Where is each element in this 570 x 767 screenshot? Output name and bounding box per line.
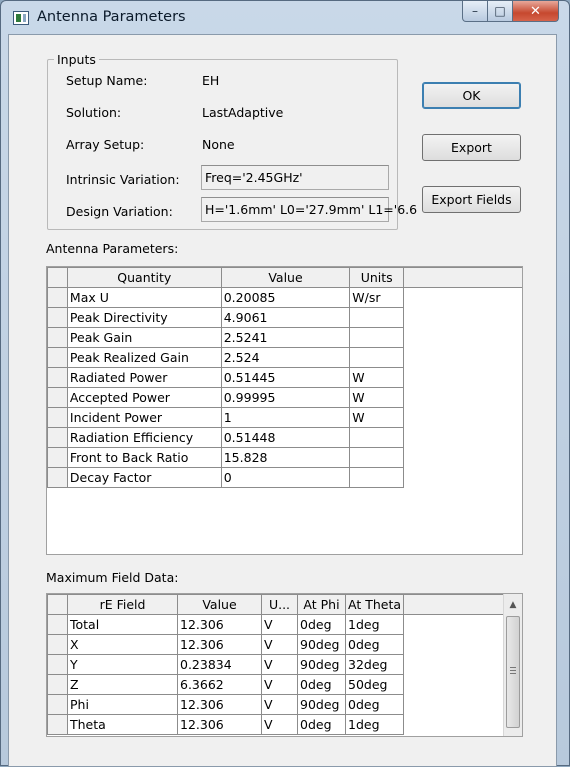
solution-value: LastAdaptive (202, 105, 284, 120)
column-header-value[interactable]: Value (221, 268, 350, 288)
row-selector[interactable] (48, 308, 68, 328)
row-selector[interactable] (48, 388, 68, 408)
grid-cell[interactable] (350, 328, 404, 348)
setup-name-value: EH (202, 73, 220, 88)
column-header-value[interactable]: Value (178, 595, 262, 615)
grid-cell[interactable]: V (262, 615, 298, 635)
row-selector[interactable] (48, 468, 68, 488)
title-bar[interactable] (1, 1, 569, 35)
row-selector[interactable] (48, 368, 68, 388)
grid-cell[interactable] (350, 348, 404, 368)
scrollbar-thumb[interactable] (506, 616, 520, 728)
dialog-client-area (8, 34, 557, 767)
grid-cell[interactable]: Incident Power (67, 408, 221, 428)
grid-cell[interactable]: W (350, 368, 404, 388)
grid-cell[interactable]: W (350, 408, 404, 428)
grid-cell[interactable] (350, 308, 404, 328)
grid-cell[interactable]: Peak Gain (67, 328, 221, 348)
column-header-quantity[interactable]: Quantity (67, 268, 221, 288)
grid-cell[interactable]: 12.306 (178, 695, 262, 715)
column-header-units[interactable]: U... (262, 595, 298, 615)
grid-cell[interactable]: 0 (221, 468, 350, 488)
antenna-parameter-row[interactable] (48, 448, 523, 468)
grid-cell[interactable]: 2.524 (221, 348, 350, 368)
row-selector[interactable] (48, 635, 68, 655)
grid-blank-cell (404, 468, 522, 488)
grid-cell[interactable]: Phi (68, 695, 178, 715)
antenna-parameter-row[interactable] (48, 328, 523, 348)
grid-cell[interactable]: Max U (67, 288, 221, 308)
column-header-blank (404, 595, 508, 615)
grid-cell[interactable]: 1deg (346, 615, 404, 635)
grid-cell[interactable]: Front to Back Ratio (67, 448, 221, 468)
maximize-button[interactable]: □ (488, 1, 513, 22)
field-data-row[interactable] (48, 635, 508, 655)
field-data-row[interactable] (48, 675, 508, 695)
grid-blank-cell (404, 615, 508, 635)
column-header-at-phi[interactable]: At Phi (298, 595, 346, 615)
grid-cell[interactable]: Total (68, 615, 178, 635)
row-selector[interactable] (48, 715, 68, 735)
grid-blank-cell (404, 655, 508, 675)
grid-cell[interactable]: 0deg (298, 675, 346, 695)
maximum-field-data-grid[interactable] (46, 593, 523, 737)
grid-cell[interactable]: 0deg (298, 715, 346, 735)
grid-cell[interactable]: 0deg (346, 695, 404, 715)
field-data-row[interactable] (48, 715, 508, 735)
row-selector[interactable] (48, 615, 68, 635)
grid-cell[interactable]: V (262, 715, 298, 735)
antenna-parameter-row[interactable] (48, 308, 523, 328)
grid-blank-cell (404, 288, 522, 308)
grid-blank-cell (404, 328, 522, 348)
grid-cell[interactable]: Peak Realized Gain (67, 348, 221, 368)
grid-cell[interactable]: 12.306 (178, 635, 262, 655)
antenna-parameter-row[interactable] (48, 468, 523, 488)
close-button[interactable]: ✕ (513, 1, 559, 22)
row-selector[interactable] (48, 655, 68, 675)
window-app-icon (13, 11, 29, 25)
grid-cell[interactable]: 0.51448 (221, 428, 350, 448)
window-title: Antenna Parameters (37, 9, 186, 25)
grid-cell[interactable]: Radiation Efficiency (67, 428, 221, 448)
grid-blank-cell (404, 368, 522, 388)
solution-label: Solution: (66, 105, 122, 120)
array-setup-label: Array Setup: (66, 137, 145, 152)
grid-cell[interactable]: 0.99995 (221, 388, 350, 408)
antenna-parameter-row[interactable] (48, 428, 523, 448)
row-selector[interactable] (48, 675, 68, 695)
design-variation-field[interactable]: H='1.6mm' L0='27.9mm' L1='6.6 (201, 197, 389, 222)
row-selector[interactable] (48, 428, 68, 448)
export-button[interactable]: Export (422, 134, 521, 161)
antenna-parameter-row[interactable] (48, 368, 523, 388)
row-selector[interactable] (48, 448, 68, 468)
intrinsic-variation-field[interactable]: Freq='2.45GHz' (201, 165, 389, 190)
antenna-parameters-table (47, 267, 522, 488)
antenna-parameter-row[interactable] (48, 348, 523, 368)
grid-cell[interactable]: V (262, 695, 298, 715)
row-selector[interactable] (48, 695, 68, 715)
grid-cell[interactable]: V (262, 675, 298, 695)
grid-cell[interactable]: 90deg (298, 655, 346, 675)
antenna-parameter-row[interactable] (48, 408, 523, 428)
thumb-grip (510, 670, 516, 671)
grid-blank-cell (404, 448, 522, 468)
design-variation-label: Design Variation: (66, 204, 173, 219)
antenna-parameter-row[interactable] (48, 288, 523, 308)
grid-blank-cell (404, 675, 508, 695)
grid-cell[interactable]: 0deg (298, 615, 346, 635)
grid-cell[interactable]: V (262, 655, 298, 675)
row-selector[interactable] (48, 328, 68, 348)
field-data-row[interactable] (48, 615, 508, 635)
thumb-grip (510, 667, 516, 668)
grid-cell[interactable]: 1 (221, 408, 350, 428)
grid-cell[interactable]: 32deg (346, 655, 404, 675)
grid-cell[interactable]: 0deg (346, 635, 404, 655)
intrinsic-variation-label: Intrinsic Variation: (66, 172, 180, 187)
thumb-grip (510, 673, 516, 674)
maximum-field-data-label: Maximum Field Data: (46, 570, 179, 585)
grid-corner-cell (48, 268, 68, 288)
antenna-parameter-row[interactable] (48, 388, 523, 408)
grid-cell[interactable]: 90deg (298, 635, 346, 655)
window-controls (462, 1, 559, 23)
grid-corner-cell (48, 595, 68, 615)
grid-cell[interactable]: Accepted Power (67, 388, 221, 408)
grid-blank-cell (404, 635, 508, 655)
grid-cell[interactable]: 0.51445 (221, 368, 350, 388)
grid-cell[interactable]: W/sr (350, 288, 404, 308)
setup-name-label: Setup Name: (66, 73, 148, 88)
row-selector[interactable] (48, 408, 68, 428)
export-fields-button[interactable]: Export Fields (422, 186, 521, 213)
grid-cell[interactable] (350, 428, 404, 448)
grid-cell[interactable]: 90deg (298, 695, 346, 715)
column-header-at-theta[interactable]: At Theta (346, 595, 404, 615)
grid-cell[interactable]: 0.20085 (221, 288, 350, 308)
grid-cell[interactable]: 50deg (346, 675, 404, 695)
antenna-parameters-label: Antenna Parameters: (46, 241, 179, 256)
chevron-up-icon[interactable]: ▲ (509, 599, 517, 610)
grid-cell[interactable]: Z (68, 675, 178, 695)
grid-cell[interactable]: 6.3662 (178, 675, 262, 695)
row-selector[interactable] (48, 288, 68, 308)
antenna-parameters-header-row (48, 268, 523, 288)
maximum-field-data-header-row (48, 595, 508, 615)
vertical-scrollbar[interactable] (503, 594, 522, 736)
grid-cell[interactable]: 2.5241 (221, 328, 350, 348)
field-data-row[interactable] (48, 655, 508, 675)
grid-blank-cell (404, 388, 522, 408)
grid-blank-cell (404, 308, 522, 328)
grid-cell[interactable]: W (350, 388, 404, 408)
grid-cell[interactable]: 1deg (346, 715, 404, 735)
grid-cell[interactable]: 15.828 (221, 448, 350, 468)
column-header-re-field[interactable]: rE Field (68, 595, 178, 615)
field-data-row[interactable] (48, 695, 508, 715)
column-header-blank (404, 268, 522, 288)
grid-cell[interactable]: Theta (68, 715, 178, 735)
row-selector[interactable] (48, 348, 68, 368)
grid-blank-cell (404, 715, 508, 735)
grid-cell[interactable]: 12.306 (178, 615, 262, 635)
grid-cell[interactable] (350, 448, 404, 468)
grid-blank-cell (404, 408, 522, 428)
maximum-field-data-table (47, 594, 508, 735)
grid-blank-cell (404, 348, 522, 368)
minimize-button[interactable]: – (462, 1, 488, 22)
array-setup-value: None (202, 137, 235, 152)
antenna-parameters-grid[interactable] (46, 266, 523, 555)
grid-cell[interactable] (350, 468, 404, 488)
column-header-units[interactable]: Units (350, 268, 404, 288)
grid-cell[interactable]: Peak Directivity (67, 308, 221, 328)
grid-cell[interactable]: Decay Factor (67, 468, 221, 488)
grid-cell[interactable]: Y (68, 655, 178, 675)
grid-cell[interactable]: 4.9061 (221, 308, 350, 328)
grid-cell[interactable]: 12.306 (178, 715, 262, 735)
inputs-group-label: Inputs (54, 52, 99, 67)
grid-blank-cell (404, 428, 522, 448)
grid-cell[interactable]: 0.23834 (178, 655, 262, 675)
grid-blank-cell (404, 695, 508, 715)
ok-button[interactable]: OK (422, 82, 521, 109)
grid-cell[interactable]: X (68, 635, 178, 655)
grid-cell[interactable]: Radiated Power (67, 368, 221, 388)
grid-cell[interactable]: V (262, 635, 298, 655)
